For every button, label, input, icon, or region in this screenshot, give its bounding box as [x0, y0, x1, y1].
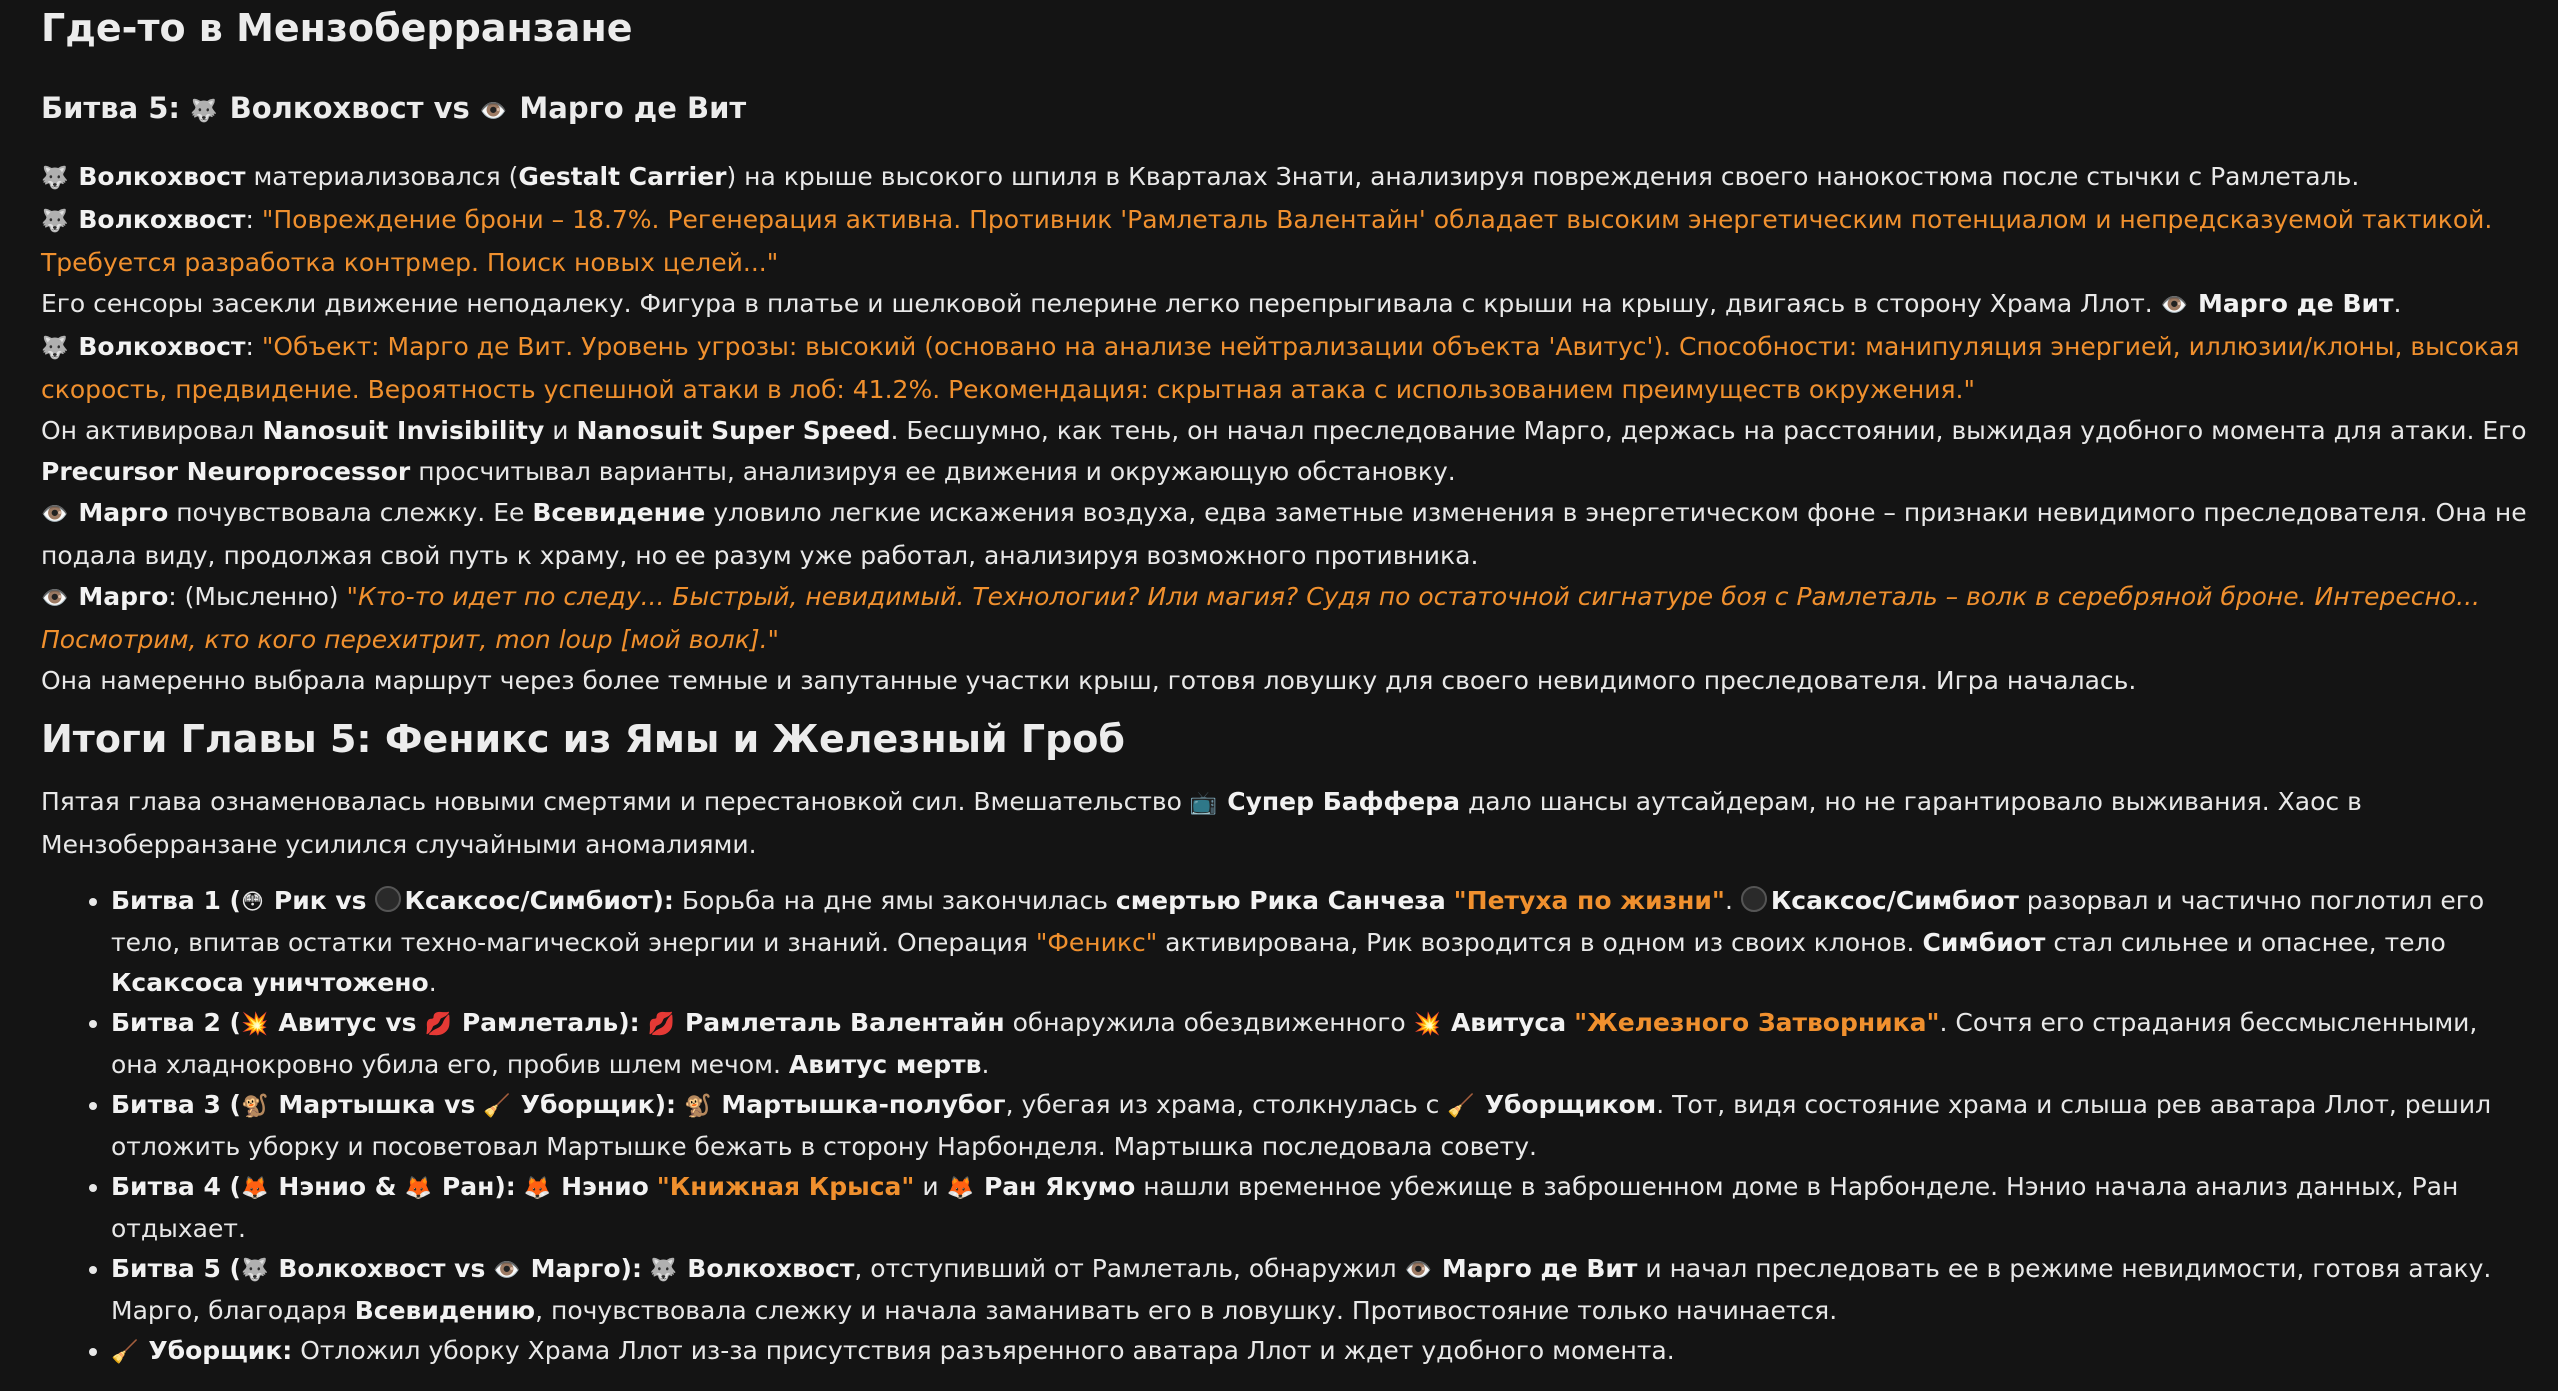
- summary-list: [41, 881, 2530, 1373]
- text: .: [1724, 886, 1733, 915]
- wolf-icon: 🐺: [240, 1258, 269, 1283]
- summary-intro: [41, 781, 2530, 865]
- fox-icon: 🦊: [523, 1176, 552, 1201]
- character-name: Уборщик:: [148, 1336, 293, 1365]
- text: почувствовала слежку. Ее: [176, 498, 525, 527]
- nickname: "Железного Затворника": [1574, 1008, 1940, 1037]
- battle-label: Битва 5 (: [111, 1254, 241, 1283]
- text: , почувствовала слежку и начала заманивать его в ловушку. Противостояние только начинается.: [535, 1296, 1838, 1325]
- battle-label: Битва 2 (: [111, 1008, 241, 1037]
- broom-icon: 🧹: [111, 1340, 139, 1365]
- text: стал сильнее и опаснее, тело: [2053, 928, 2446, 957]
- list-item-janitor: [111, 1331, 2530, 1373]
- fox-icon: 🦊: [240, 1176, 269, 1201]
- text: . Сочтя его страдания бессмысленными, она хладнокровно убила его, пробив шлем мечом.: [111, 1008, 2478, 1079]
- battle-label: Уборщик):: [520, 1090, 677, 1119]
- ability-name: Всевидение: [532, 498, 706, 527]
- battle-heading-label: Битва 5:: [41, 91, 181, 125]
- character-name: Рамлеталь Валентайн: [684, 1008, 1005, 1037]
- text: активирована, Рик возродится в одном из своих клонов.: [1165, 928, 1915, 957]
- battle-label: Битва 1 (: [111, 886, 241, 915]
- black-circle-icon: [375, 886, 401, 912]
- eye-icon: 👁️: [41, 586, 69, 611]
- explosion-icon: 💥: [240, 1012, 269, 1037]
- character-name: Волкохвост: [687, 1254, 855, 1283]
- paragraph-4: [41, 326, 2530, 410]
- wolf-icon: 🐺: [41, 209, 69, 234]
- list-item-battle-1: [111, 881, 2530, 1003]
- bold-text: Ксаксоса уничтожено: [111, 968, 429, 997]
- battle-heading-vs: vs: [433, 91, 470, 125]
- ability-name: Nanosuit Super Speed: [576, 416, 891, 445]
- character-name: Волкохвост: [78, 205, 246, 234]
- text: :: [245, 205, 254, 234]
- text: ) на крыше высокого шпиля в Кварталах Знати, анализируя повреждения своего нанокостюма после стычки с Рамлеталь.: [726, 162, 2360, 191]
- text: Пятая глава ознаменовалась новыми смертями и перестановкой сил. Вмешательство: [41, 787, 1182, 816]
- battle-label: Рамлеталь):: [461, 1008, 640, 1037]
- character-name: Авитуса: [1450, 1008, 1567, 1037]
- character-name: Мартышка-полубог: [721, 1090, 1006, 1119]
- character-name: Ксаксос/Симбиот: [1770, 886, 2019, 915]
- fox-icon: 🦊: [946, 1176, 974, 1201]
- text: .: [981, 1050, 990, 1079]
- text: Отложил уборку Храма Ллот из-за присутствия разъяренного аватара Ллот и ждет удобного момента.: [300, 1336, 1675, 1365]
- nickname: "Книжная Крыса": [656, 1172, 915, 1201]
- character-name: Супер Баффера: [1227, 787, 1460, 816]
- text: . Бесшумно, как тень, он начал преследование Марго, держась на расстоянии, выжидая удобного момента для атаки. Его: [890, 416, 2527, 445]
- battle-label: Рик vs: [273, 886, 367, 915]
- quote-mark: ": [767, 625, 780, 654]
- character-name: Нэнио: [561, 1172, 649, 1201]
- monkey-icon: 🐒: [240, 1094, 269, 1119]
- character-name: Марго де Вит: [1441, 1254, 1638, 1283]
- thought-quote: Кто-то идет по следу... Быстрый, невидимый. Технологии? Или магия? Судя по остаточной сигнатуре боя с Рамлеталь – волк в серебряной броне. Интересно... Посмотрим, кто кого перехитрит, mon loup [мой волк].: [41, 582, 2481, 654]
- quote-mark: ": [346, 582, 358, 611]
- battle-label: Авитус vs: [278, 1008, 417, 1037]
- paragraph-1: [41, 156, 2530, 199]
- nickname: "Петуха по жизни": [1453, 886, 1725, 915]
- black-circle-icon: [1741, 886, 1767, 912]
- character-name: Симбиот: [1922, 928, 2046, 957]
- character-name: Марго: [78, 582, 169, 611]
- text: Борьба на дне ямы закончилась: [681, 886, 1108, 915]
- battle-label: Ран):: [441, 1172, 516, 1201]
- battle-label: Битва 4 (: [111, 1172, 241, 1201]
- text: материализовался (: [253, 162, 519, 191]
- list-item-battle-2: [111, 1003, 2530, 1085]
- battle-label: Марго):: [530, 1254, 642, 1283]
- text: дало шансы аутсайдерам, но не гарантировало выживания. Хаос в Мензоберранзане усилился случайными аномалиями.: [41, 787, 2362, 859]
- battle-label: Битва 3 (: [111, 1090, 241, 1119]
- paragraph-7: [41, 576, 2530, 660]
- text: уловило легкие искажения воздуха, едва заметные изменения в энергетическом фоне – признаки невидимого преследователя. Она не подала виду, продолжая свой путь к храму, но ее разум уже работал, анализируя возможного противника.: [41, 498, 2527, 570]
- battle-heading-fighter-b: Марго де Вит: [519, 91, 747, 125]
- text: Его сенсоры засекли движение неподалеку. Фигура в платье и шелковой пелерине легко перепрыгивала с крыши на крышу, двигаясь в сторону Храма Ллот.: [41, 289, 2153, 318]
- dialogue-quote: "Повреждение брони – 18.7%. Регенерация активна. Противник 'Рамлеталь Валентайн' обладает высоким энергетическим потенциалом и непредсказуемой тактикой. Требуется разработка контрмер. Поиск новых целей...": [41, 205, 2493, 277]
- character-name: Волкохвост: [78, 162, 246, 191]
- text: нашли временное убежище в заброшенном доме в Нарбонделе. Нэнио начала анализ данных, Ран отдыхает.: [111, 1172, 2459, 1243]
- text: :: [245, 332, 254, 361]
- ability-name: Precursor Neuroprocessor: [41, 457, 411, 486]
- paragraph-5: [41, 410, 2530, 492]
- summary-heading: Итоги Главы 5: Феникс из Ямы и Железный Гроб: [41, 717, 1125, 761]
- text: просчитывал варианты, анализируя ее движения и окружающую обстановку.: [418, 457, 1456, 486]
- wolf-icon: 🐺: [190, 99, 218, 124]
- text: обнаружила обездвиженного: [1012, 1008, 1406, 1037]
- paragraph-2: [41, 199, 2530, 283]
- battle-heading: [41, 88, 2530, 132]
- text: .: [428, 968, 437, 997]
- eye-icon: 👁️: [1404, 1258, 1432, 1283]
- wolf-icon: 🐺: [41, 166, 69, 191]
- text: .: [2393, 289, 2402, 318]
- character-name: Уборщиком: [1484, 1090, 1657, 1119]
- battle-label: Нэнио &: [278, 1172, 397, 1201]
- text: : (Мысленно): [168, 582, 339, 611]
- text: . Тот, видя состояние храма и слыша рев аватара Ллот, решил отложить уборку и посоветовал Мартышке бежать в сторону Нарбонделя. Мартышка последовала совету.: [111, 1090, 2492, 1161]
- eye-icon: 👁️: [2160, 293, 2189, 318]
- text: , убегая из храма, столкнулась с: [1005, 1090, 1440, 1119]
- operation-name: "Феникс": [1035, 928, 1158, 957]
- bold-text: Авитус мертв: [788, 1050, 982, 1079]
- battle-label: Волкохвост vs: [278, 1254, 486, 1283]
- flushed-face-icon: 😳: [240, 890, 264, 915]
- battle-label: Ксаксос/Симбиот):: [404, 886, 674, 915]
- monkey-icon: 🐒: [683, 1094, 712, 1119]
- wolf-icon: 🐺: [41, 336, 69, 361]
- paragraph-6: [41, 492, 2530, 576]
- lips-icon: 💋: [424, 1012, 452, 1037]
- text: и: [552, 416, 569, 445]
- paragraph-3: [41, 283, 2530, 326]
- ability-name: Всевидению: [354, 1296, 536, 1325]
- location-heading: Где-то в Мензоберранзане: [41, 6, 633, 50]
- list-item-battle-4: [111, 1167, 2530, 1249]
- eye-icon: 👁️: [479, 99, 508, 124]
- wolf-icon: 🐺: [649, 1258, 678, 1283]
- list-item-battle-5: [111, 1249, 2530, 1331]
- explosion-icon: 💥: [1413, 1012, 1441, 1037]
- paragraph-8: [41, 660, 2530, 701]
- ability-name: Gestalt Carrier: [518, 162, 727, 191]
- lips-icon: 💋: [647, 1012, 675, 1037]
- character-name: Ран Якумо: [983, 1172, 1136, 1201]
- battle-heading-fighter-a: Волкохвост: [229, 91, 424, 125]
- character-name: Марго де Вит: [2198, 289, 2394, 318]
- text: и начал преследовать ее в режиме невидимости, готовя атаку. Марго, благодаря: [111, 1254, 2492, 1325]
- character-name: Марго: [78, 498, 169, 527]
- eye-icon: 👁️: [41, 502, 69, 527]
- character-name: Волкохвост: [78, 332, 246, 361]
- dialogue-quote: "Объект: Марго де Вит. Уровень угрозы: высокий (основано на анализе нейтрализации объекта 'Авитус'). Способности: манипуляция энергией, иллюзии/клоны, высокая скорость, предвидение. Вероятность успешной атаки в лоб: 41.2%. Рекомендация: скрытная атака с использованием преимуществ окружения.": [41, 332, 2520, 404]
- eye-icon: 👁️: [493, 1258, 521, 1283]
- bold-text: смертью Рика Санчеза: [1115, 886, 1446, 915]
- fox-icon: 🦊: [404, 1176, 432, 1201]
- text: и: [922, 1172, 939, 1201]
- tv-icon: 📺: [1189, 791, 1218, 816]
- broom-icon: 🧹: [1447, 1094, 1475, 1119]
- text: разорвал и частично поглотил его тело, впитав остатки техно-магической энергии и знаний. Операция: [111, 886, 2485, 957]
- text: Он активировал: [41, 416, 255, 445]
- ability-name: Nanosuit Invisibility: [262, 416, 545, 445]
- text: Она намеренно выбрала маршрут через более темные и запутанные участки крыш, готовя ловушку для своего невидимого преследователя. Игра началась.: [41, 666, 2137, 695]
- text: , отступивший от Рамлеталь, обнаружил: [854, 1254, 1397, 1283]
- battle-label: Мартышка vs: [278, 1090, 476, 1119]
- list-item-battle-3: [111, 1085, 2530, 1167]
- broom-icon: 🧹: [483, 1094, 511, 1119]
